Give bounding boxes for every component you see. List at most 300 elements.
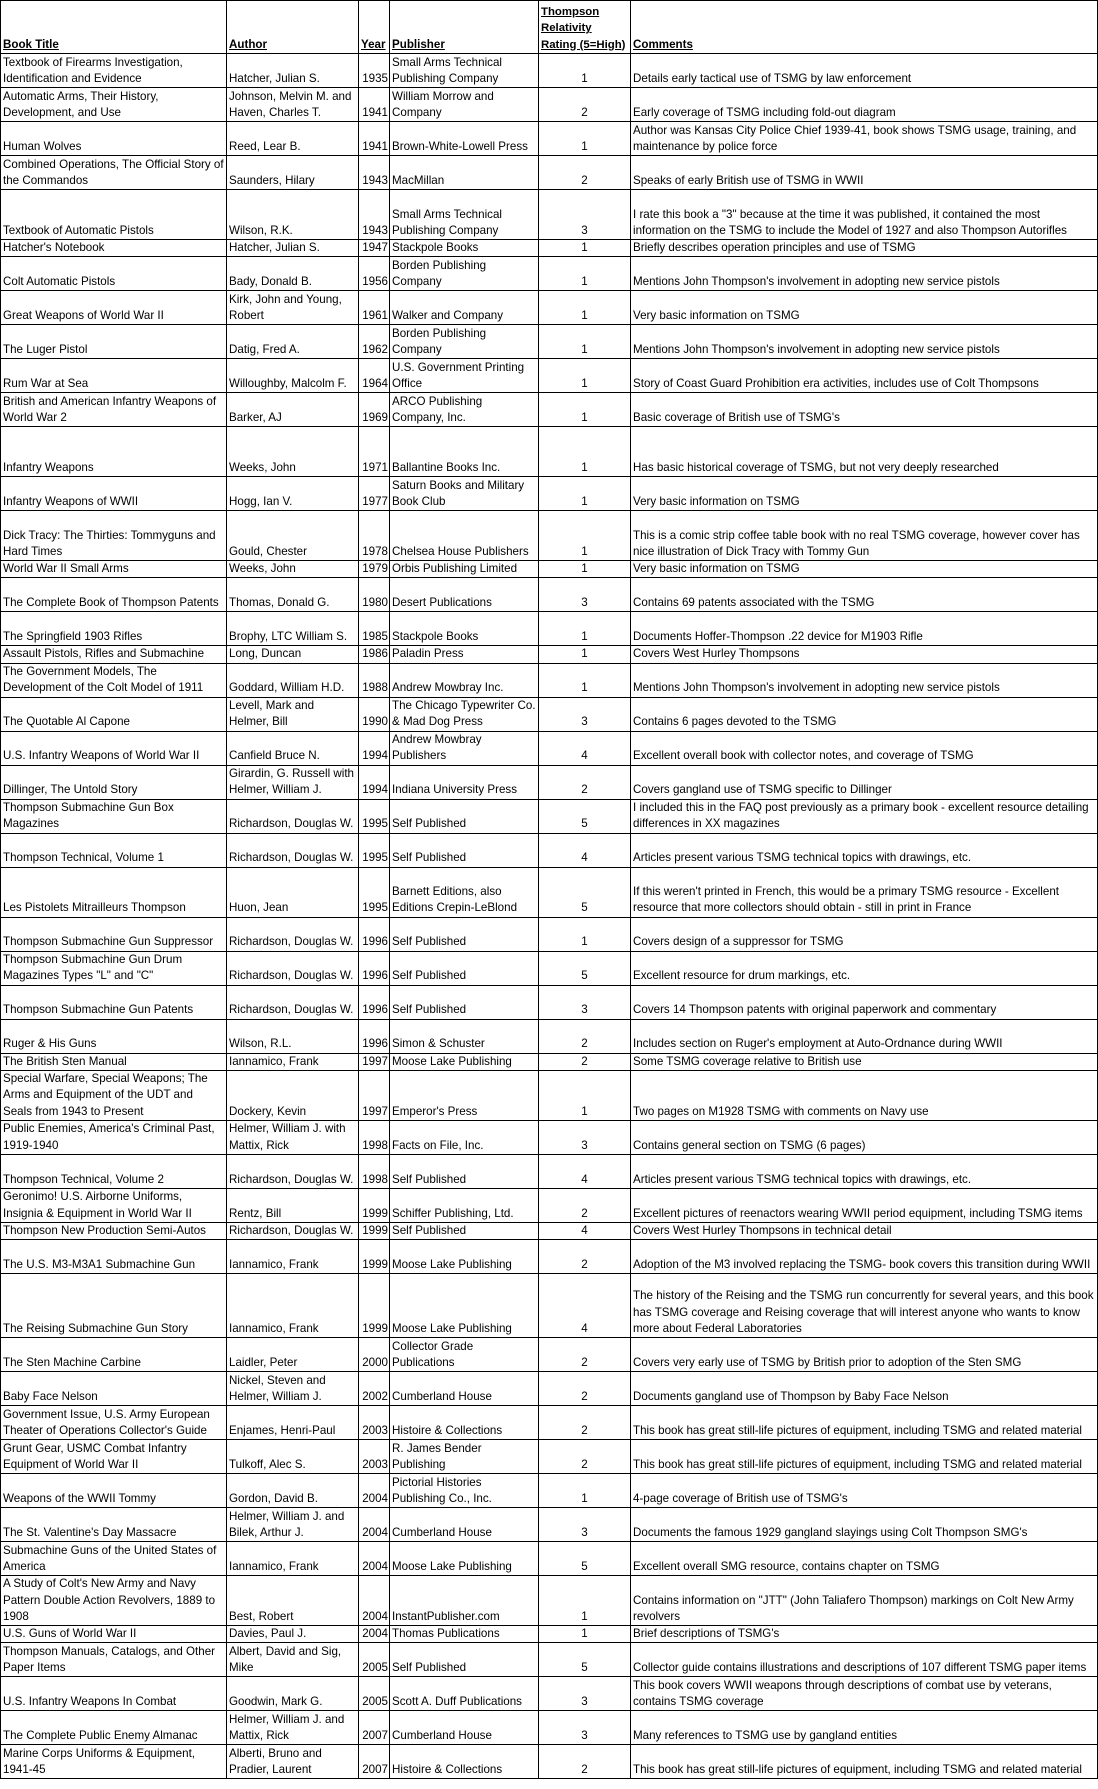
publisher-cell: R. James Bender Publishing	[390, 1440, 539, 1474]
publisher-cell: Cumberland House	[390, 1711, 539, 1745]
rating-cell: 2	[539, 1745, 631, 1779]
book-title-cell: Combined Operations, The Official Story of the Commandos	[1, 156, 227, 190]
table-row	[1, 1440, 1098, 1474]
rating-cell: 5	[539, 951, 631, 985]
publisher-cell: Histoire & Collections	[390, 1406, 539, 1440]
rating-cell: 3	[539, 985, 631, 1019]
author-cell: Long, Duncan	[227, 646, 359, 663]
book-title-cell: Thompson Submachine Gun Patents	[1, 985, 227, 1019]
rating-cell: 5	[539, 867, 631, 917]
publisher-cell: Indiana University Press	[390, 765, 539, 799]
rating-cell: 1	[539, 663, 631, 697]
book-title-cell: Grunt Gear, USMC Combat Infantry Equipment of World War II	[1, 1440, 227, 1474]
table-row	[1, 985, 1098, 1019]
column-header-rating: Thompson Relativity Rating (5=High)	[539, 1, 631, 54]
year-cell: 1997	[359, 1070, 390, 1120]
year-cell: 2004	[359, 1576, 390, 1626]
publisher-cell: Self Published	[390, 1222, 539, 1239]
book-title-cell: World War II Small Arms	[1, 561, 227, 578]
year-cell: 2000	[359, 1338, 390, 1372]
comments-cell: Mentions John Thompson's involvement in adopting new service pistols	[631, 663, 1098, 697]
book-title-cell: Thompson Technical, Volume 1	[1, 833, 227, 867]
publisher-cell: Andrew Mowbray Publishers	[390, 731, 539, 765]
publisher-cell: Ballantine Books Inc.	[390, 427, 539, 477]
table-row	[1, 1372, 1098, 1406]
year-cell: 2007	[359, 1745, 390, 1779]
book-title-cell: Infantry Weapons	[1, 427, 227, 477]
book-title-cell: Thompson Submachine Gun Suppressor	[1, 917, 227, 951]
comments-cell: Excellent resource for drum markings, etc.	[631, 951, 1098, 985]
year-cell: 2007	[359, 1711, 390, 1745]
author-cell: Dockery, Kevin	[227, 1070, 359, 1120]
rating-cell: 5	[539, 1542, 631, 1576]
book-title-cell: Colt Automatic Pistols	[1, 257, 227, 291]
publisher-cell: Moose Lake Publishing	[390, 1240, 539, 1274]
year-cell: 1961	[359, 291, 390, 325]
year-cell: 2005	[359, 1643, 390, 1677]
year-cell: 2003	[359, 1406, 390, 1440]
author-cell: Huon, Jean	[227, 867, 359, 917]
table-row	[1, 393, 1098, 427]
author-cell: Brophy, LTC William S.	[227, 612, 359, 646]
table-row	[1, 697, 1098, 731]
publisher-cell: Pictorial Histories Publishing Co., Inc.	[390, 1474, 539, 1508]
year-cell: 2004	[359, 1542, 390, 1576]
table-row	[1, 646, 1098, 663]
author-cell: Iannamico, Frank	[227, 1053, 359, 1070]
publisher-cell: U.S. Government Printing Office	[390, 359, 539, 393]
table-row	[1, 1508, 1098, 1542]
table-row	[1, 1576, 1098, 1626]
author-cell: Goodwin, Mark G.	[227, 1677, 359, 1711]
publisher-cell: Stackpole Books	[390, 240, 539, 257]
publisher-cell: Desert Publications	[390, 578, 539, 612]
publisher-cell: Moose Lake Publishing	[390, 1053, 539, 1070]
table-row	[1, 427, 1098, 477]
rating-cell: 3	[539, 1508, 631, 1542]
rating-cell: 2	[539, 156, 631, 190]
book-title-cell: The Complete Public Enemy Almanac	[1, 1711, 227, 1745]
table-row	[1, 1643, 1098, 1677]
rating-cell: 1	[539, 477, 631, 511]
book-title-cell: The U.S. M3-M3A1 Submachine Gun	[1, 1240, 227, 1274]
comments-cell: Brief descriptions of TSMG's	[631, 1626, 1098, 1643]
publisher-cell: William Morrow and Company	[390, 88, 539, 122]
author-cell: Helmer, William J. and Bilek, Arthur J.	[227, 1508, 359, 1542]
book-title-cell: Thompson Manuals, Catalogs, and Other Paper Items	[1, 1643, 227, 1677]
year-cell: 1996	[359, 951, 390, 985]
table-row	[1, 765, 1098, 799]
author-cell: Albert, David and Sig, Mike	[227, 1643, 359, 1677]
rating-cell: 1	[539, 1626, 631, 1643]
year-cell: 2002	[359, 1372, 390, 1406]
book-title-cell: Human Wolves	[1, 122, 227, 156]
author-cell: Enjames, Henri-Paul	[227, 1406, 359, 1440]
year-cell: 1978	[359, 511, 390, 561]
rating-cell: 2	[539, 1338, 631, 1372]
publisher-cell: Andrew Mowbray Inc.	[390, 663, 539, 697]
publisher-cell: The Chicago Typewriter Co. & Mad Dog Press	[390, 697, 539, 731]
column-header-year: Year	[359, 1, 390, 54]
book-title-cell: Thompson Submachine Gun Box Magazines	[1, 799, 227, 833]
table-row	[1, 325, 1098, 359]
rating-cell: 3	[539, 190, 631, 240]
comments-cell: Early coverage of TSMG including fold-out diagram	[631, 88, 1098, 122]
author-cell: Saunders, Hilary	[227, 156, 359, 190]
book-title-cell: Public Enemies, America's Criminal Past, 1919-1940	[1, 1120, 227, 1154]
publisher-cell: Small Arms Technical Publishing Company	[390, 190, 539, 240]
header-row	[1, 1, 1098, 54]
table-row	[1, 1274, 1098, 1338]
book-title-cell: Infantry Weapons of WWII	[1, 477, 227, 511]
publisher-cell: Self Published	[390, 833, 539, 867]
year-cell: 1943	[359, 190, 390, 240]
column-header-author: Author	[227, 1, 359, 54]
comments-cell: This book covers WWII weapons through descriptions of combat use by veterans, contains TSMG coverage	[631, 1677, 1098, 1711]
comments-cell: Covers West Hurley Thompsons in technical detail	[631, 1222, 1098, 1239]
rating-cell: 1	[539, 359, 631, 393]
rating-cell: 4	[539, 833, 631, 867]
comments-cell: Contains 6 pages devoted to the TSMG	[631, 697, 1098, 731]
comments-cell: Includes section on Ruger's employment at Auto-Ordnance during WWII	[631, 1019, 1098, 1053]
table-row	[1, 88, 1098, 122]
author-cell: Levell, Mark and Helmer, Bill	[227, 697, 359, 731]
publisher-cell: Moose Lake Publishing	[390, 1542, 539, 1576]
publisher-cell: Borden Publishing Company	[390, 257, 539, 291]
column-header-comments: Comments	[631, 1, 1098, 54]
year-cell: 1999	[359, 1240, 390, 1274]
book-title-cell: A Study of Colt's New Army and Navy Pattern Double Action Revolvers, 1889 to 1908	[1, 1576, 227, 1626]
book-title-cell: Geronimo! U.S. Airborne Uniforms, Insignia & Equipment in World War II	[1, 1188, 227, 1222]
comments-cell: Has basic historical coverage of TSMG, but not very deeply researched	[631, 427, 1098, 477]
table-row	[1, 731, 1098, 765]
comments-cell: Very basic information on TSMG	[631, 291, 1098, 325]
author-cell: Richardson, Douglas W.	[227, 951, 359, 985]
author-cell: Datig, Fred A.	[227, 325, 359, 359]
publisher-cell: Paladin Press	[390, 646, 539, 663]
author-cell: Iannamico, Frank	[227, 1274, 359, 1338]
book-title-cell: Government Issue, U.S. Army European Theater of Operations Collector's Guide	[1, 1406, 227, 1440]
comments-cell: Details early tactical use of TSMG by law enforcement	[631, 54, 1098, 88]
comments-cell: The history of the Reising and the TSMG run concurrently for several years, and this book has TSMG coverage and Reising coverage that will interest anyone who wants to know more about Federal Laboratories	[631, 1274, 1098, 1338]
year-cell: 1996	[359, 917, 390, 951]
comments-cell: Documents gangland use of Thompson by Baby Face Nelson	[631, 1372, 1098, 1406]
year-cell: 1985	[359, 612, 390, 646]
comments-cell: Covers very early use of TSMG by British prior to adoption of the Sten SMG	[631, 1338, 1098, 1372]
book-title-cell: The Luger Pistol	[1, 325, 227, 359]
publisher-cell: Collector Grade Publications	[390, 1338, 539, 1372]
publisher-cell: Saturn Books and Military Book Club	[390, 477, 539, 511]
table-row	[1, 799, 1098, 833]
author-cell: Hogg, Ian V.	[227, 477, 359, 511]
author-cell: Richardson, Douglas W.	[227, 917, 359, 951]
book-title-cell: Baby Face Nelson	[1, 1372, 227, 1406]
book-title-cell: Assault Pistols, Rifles and Submachine	[1, 646, 227, 663]
author-cell: Gould, Chester	[227, 511, 359, 561]
table-row	[1, 1338, 1098, 1372]
publisher-cell: Small Arms Technical Publishing Company	[390, 54, 539, 88]
year-cell: 1994	[359, 731, 390, 765]
table-row	[1, 1626, 1098, 1643]
rating-cell: 1	[539, 393, 631, 427]
comments-cell: Contains general section on TSMG (6 pages)	[631, 1120, 1098, 1154]
publisher-cell: Chelsea House Publishers	[390, 511, 539, 561]
rating-cell: 1	[539, 291, 631, 325]
year-cell: 1988	[359, 663, 390, 697]
rating-cell: 3	[539, 578, 631, 612]
comments-cell: Author was Kansas City Police Chief 1939-41, book shows TSMG usage, training, and maintenance by police force	[631, 122, 1098, 156]
publisher-cell: Facts on File, Inc.	[390, 1120, 539, 1154]
year-cell: 1979	[359, 561, 390, 578]
comments-cell: Documents the famous 1929 gangland slayings using Colt Thompson SMG's	[631, 1508, 1098, 1542]
publisher-cell: Cumberland House	[390, 1372, 539, 1406]
rating-cell: 4	[539, 1274, 631, 1338]
author-cell: Canfield Bruce N.	[227, 731, 359, 765]
year-cell: 1964	[359, 359, 390, 393]
year-cell: 1996	[359, 985, 390, 1019]
comments-cell: Very basic information on TSMG	[631, 477, 1098, 511]
book-title-cell: The Springfield 1903 Rifles	[1, 612, 227, 646]
table-row	[1, 122, 1098, 156]
author-cell: Rentz, Bill	[227, 1188, 359, 1222]
publisher-cell: Self Published	[390, 799, 539, 833]
comments-cell: Mentions John Thompson's involvement in adopting new service pistols	[631, 325, 1098, 359]
comments-cell: Briefly describes operation principles and use of TSMG	[631, 240, 1098, 257]
author-cell: Johnson, Melvin M. and Haven, Charles T.	[227, 88, 359, 122]
table-row	[1, 663, 1098, 697]
book-title-cell: Hatcher's Notebook	[1, 240, 227, 257]
author-cell: Richardson, Douglas W.	[227, 985, 359, 1019]
author-cell: Hatcher, Julian S.	[227, 240, 359, 257]
rating-cell: 1	[539, 646, 631, 663]
book-title-cell: U.S. Infantry Weapons In Combat	[1, 1677, 227, 1711]
book-title-cell: U.S. Guns of World War II	[1, 1626, 227, 1643]
year-cell: 1996	[359, 1019, 390, 1053]
column-header-publisher: Publisher	[390, 1, 539, 54]
table-row	[1, 190, 1098, 240]
table-row	[1, 561, 1098, 578]
rating-cell: 3	[539, 1677, 631, 1711]
rating-cell: 1	[539, 54, 631, 88]
book-title-cell: The Complete Book of Thompson Patents	[1, 578, 227, 612]
year-cell: 1998	[359, 1120, 390, 1154]
year-cell: 1980	[359, 578, 390, 612]
author-cell: Helmer, William J. and Mattix, Rick	[227, 1711, 359, 1745]
year-cell: 2004	[359, 1474, 390, 1508]
book-title-cell: Dick Tracy: The Thirties: Tommyguns and Hard Times	[1, 511, 227, 561]
comments-cell: Very basic information on TSMG	[631, 561, 1098, 578]
comments-cell: Covers 14 Thompson patents with original paperwork and commentary	[631, 985, 1098, 1019]
year-cell: 1943	[359, 156, 390, 190]
book-title-cell: Les Pistolets Mitrailleurs Thompson	[1, 867, 227, 917]
author-cell: Laidler, Peter	[227, 1338, 359, 1372]
comments-cell: Story of Coast Guard Prohibition era activities, includes use of Colt Thompsons	[631, 359, 1098, 393]
rating-cell: 1	[539, 1474, 631, 1508]
comments-cell: Covers design of a suppressor for TSMG	[631, 917, 1098, 951]
author-cell: Gordon, David B.	[227, 1474, 359, 1508]
rating-cell: 2	[539, 765, 631, 799]
table-row	[1, 612, 1098, 646]
table-row	[1, 359, 1098, 393]
year-cell: 1995	[359, 799, 390, 833]
year-cell: 2004	[359, 1508, 390, 1542]
year-cell: 2003	[359, 1440, 390, 1474]
comments-cell: Articles present various TSMG technical topics with drawings, etc.	[631, 1154, 1098, 1188]
author-cell: Alberti, Bruno and Pradier, Laurent	[227, 1745, 359, 1779]
comments-cell: Collector guide contains illustrations and descriptions of 107 different TSMG paper items	[631, 1643, 1098, 1677]
rating-cell: 5	[539, 1643, 631, 1677]
book-title-cell: The St. Valentine's Day Massacre	[1, 1508, 227, 1542]
year-cell: 1947	[359, 240, 390, 257]
publisher-cell: Self Published	[390, 951, 539, 985]
rating-cell: 1	[539, 561, 631, 578]
rating-cell: 4	[539, 1154, 631, 1188]
author-cell: Bady, Donald B.	[227, 257, 359, 291]
book-title-cell: British and American Infantry Weapons of World War 2	[1, 393, 227, 427]
table-row	[1, 1240, 1098, 1274]
book-title-cell: Submachine Guns of the United States of America	[1, 1542, 227, 1576]
author-cell: Reed, Lear B.	[227, 122, 359, 156]
year-cell: 1977	[359, 477, 390, 511]
publisher-cell: Thomas Publications	[390, 1626, 539, 1643]
table-row	[1, 1154, 1098, 1188]
comments-cell: This book has great still-life pictures of equipment, including TSMG and related material	[631, 1440, 1098, 1474]
author-cell: Richardson, Douglas W.	[227, 799, 359, 833]
book-title-cell: Great Weapons of World War II	[1, 291, 227, 325]
comments-cell: Articles present various TSMG technical topics with drawings, etc.	[631, 833, 1098, 867]
year-cell: 2005	[359, 1677, 390, 1711]
author-cell: Richardson, Douglas W.	[227, 1154, 359, 1188]
table-row	[1, 1222, 1098, 1239]
publisher-cell: Orbis Publishing Limited	[390, 561, 539, 578]
rating-cell: 1	[539, 122, 631, 156]
author-cell: Nickel, Steven and Helmer, William J.	[227, 1372, 359, 1406]
comments-cell: Excellent pictures of reenactors wearing WWII period equipment, including TSMG items	[631, 1188, 1098, 1222]
comments-cell: I rate this book a "3" because at the time it was published, it contained the most information on the TSMG to include the Model of 1927 and also Thompson Autorifles	[631, 190, 1098, 240]
author-cell: Weeks, John	[227, 427, 359, 477]
comments-cell: Documents Hoffer-Thompson .22 device for M1903 Rifle	[631, 612, 1098, 646]
table-row	[1, 1053, 1098, 1070]
table-row	[1, 291, 1098, 325]
year-cell: 1956	[359, 257, 390, 291]
publisher-cell: Simon & Schuster	[390, 1019, 539, 1053]
year-cell: 1998	[359, 1154, 390, 1188]
comments-cell: Many references to TSMG use by gangland entities	[631, 1711, 1098, 1745]
year-cell: 1935	[359, 54, 390, 88]
rating-cell: 2	[539, 88, 631, 122]
column-header-title: Book Title	[1, 1, 227, 54]
author-cell: Girardin, G. Russell with Helmer, William J.	[227, 765, 359, 799]
author-cell: Willoughby, Malcolm F.	[227, 359, 359, 393]
author-cell: Tulkoff, Alec S.	[227, 1440, 359, 1474]
comments-cell: 4-page coverage of British use of TSMG's	[631, 1474, 1098, 1508]
publisher-cell: Histoire & Collections	[390, 1745, 539, 1779]
table-row	[1, 1711, 1098, 1745]
comments-cell: Adoption of the M3 involved replacing the TSMG- book covers this transition during WWII	[631, 1240, 1098, 1274]
year-cell: 1999	[359, 1188, 390, 1222]
rating-cell: 2	[539, 1053, 631, 1070]
publisher-cell: Schiffer Publishing, Ltd.	[390, 1188, 539, 1222]
rating-cell: 1	[539, 427, 631, 477]
year-cell: 1986	[359, 646, 390, 663]
rating-cell: 2	[539, 1372, 631, 1406]
author-cell: Goddard, William H.D.	[227, 663, 359, 697]
publisher-cell: InstantPublisher.com	[390, 1576, 539, 1626]
year-cell: 1997	[359, 1053, 390, 1070]
book-title-cell: Thompson New Production Semi-Autos	[1, 1222, 227, 1239]
publisher-cell: Self Published	[390, 985, 539, 1019]
author-cell: Thomas, Donald G.	[227, 578, 359, 612]
publisher-cell: Self Published	[390, 917, 539, 951]
book-title-cell: Thompson Submachine Gun Drum Magazines Types "L" and "C"	[1, 951, 227, 985]
book-title-cell: Textbook of Automatic Pistols	[1, 190, 227, 240]
book-title-cell: Weapons of the WWII Tommy	[1, 1474, 227, 1508]
table-row	[1, 867, 1098, 917]
book-title-cell: Automatic Arms, Their History, Development, and Use	[1, 88, 227, 122]
publisher-cell: Cumberland House	[390, 1508, 539, 1542]
publisher-cell: Brown-White-Lowell Press	[390, 122, 539, 156]
comments-cell: Two pages on M1928 TSMG with comments on Navy use	[631, 1070, 1098, 1120]
book-title-cell: Textbook of Firearms Investigation, Identification and Evidence	[1, 54, 227, 88]
book-title-cell: The Reising Submachine Gun Story	[1, 1274, 227, 1338]
publisher-cell: Self Published	[390, 1154, 539, 1188]
table-row	[1, 951, 1098, 985]
table-row	[1, 578, 1098, 612]
rating-cell: 1	[539, 917, 631, 951]
comments-cell: Basic coverage of British use of TSMG's	[631, 393, 1098, 427]
book-title-cell: Special Warfare, Special Weapons; The Arms and Equipment of the UDT and Seals from 1943 to Present	[1, 1070, 227, 1120]
book-title-cell: Thompson Technical, Volume 2	[1, 1154, 227, 1188]
rating-cell: 1	[539, 612, 631, 646]
year-cell: 1969	[359, 393, 390, 427]
table-row	[1, 511, 1098, 561]
year-cell: 2004	[359, 1626, 390, 1643]
publisher-cell: Moose Lake Publishing	[390, 1274, 539, 1338]
table-row	[1, 1677, 1098, 1711]
year-cell: 1990	[359, 697, 390, 731]
comments-cell: Covers West Hurley Thompsons	[631, 646, 1098, 663]
year-cell: 1941	[359, 88, 390, 122]
rating-cell: 5	[539, 799, 631, 833]
comments-cell: Speaks of early British use of TSMG in WWII	[631, 156, 1098, 190]
publisher-cell: Scott A. Duff Publications	[390, 1677, 539, 1711]
table-row	[1, 477, 1098, 511]
comments-cell: Excellent overall SMG resource, contains chapter on TSMG	[631, 1542, 1098, 1576]
author-cell: Davies, Paul J.	[227, 1626, 359, 1643]
table-row	[1, 1542, 1098, 1576]
publisher-cell: Emperor's Press	[390, 1070, 539, 1120]
rating-cell: 2	[539, 1240, 631, 1274]
book-title-cell: The Sten Machine Carbine	[1, 1338, 227, 1372]
table-row	[1, 156, 1098, 190]
book-title-cell: U.S. Infantry Weapons of World War II	[1, 731, 227, 765]
book-title-cell: Ruger & His Guns	[1, 1019, 227, 1053]
rating-cell: 3	[539, 1711, 631, 1745]
comments-cell: If this weren't printed in French, this would be a primary TSMG resource - Excellent resource that more collectors should obtain - still in print in France	[631, 867, 1098, 917]
publisher-cell: Self Published	[390, 1643, 539, 1677]
rating-cell: 2	[539, 1019, 631, 1053]
rating-cell: 1	[539, 511, 631, 561]
comments-cell: Some TSMG coverage relative to British use	[631, 1053, 1098, 1070]
publisher-cell: Stackpole Books	[390, 612, 539, 646]
rating-cell: 4	[539, 1222, 631, 1239]
book-title-cell: Dillinger, The Untold Story	[1, 765, 227, 799]
author-cell: Wilson, R.L.	[227, 1019, 359, 1053]
rating-cell: 2	[539, 1188, 631, 1222]
table-row	[1, 257, 1098, 291]
author-cell: Wilson, R.K.	[227, 190, 359, 240]
year-cell: 1995	[359, 833, 390, 867]
